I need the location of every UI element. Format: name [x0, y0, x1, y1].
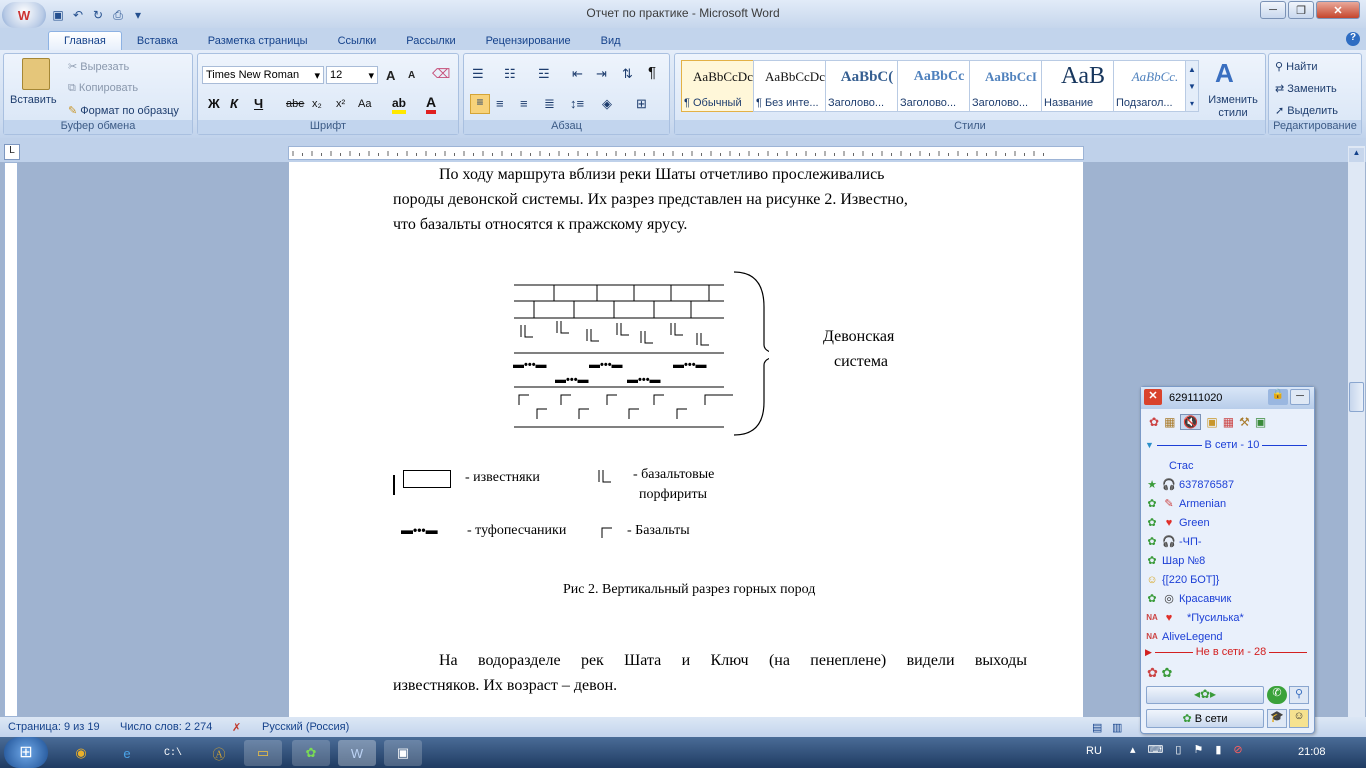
paragraph-group — [463, 53, 670, 135]
clear-format-icon[interactable]: ⌫ — [432, 66, 451, 81]
copy-label: Копировать — [78, 82, 139, 94]
status-label: В сети — [1194, 713, 1228, 725]
style-name: ¶ Без инте... — [756, 97, 819, 109]
align-left-icon[interactable]: ≡ — [470, 94, 490, 114]
strikethrough-button[interactable]: abe — [286, 98, 305, 110]
close-button[interactable]: ✕ — [1316, 1, 1360, 19]
contact-name: 637876587 — [1179, 478, 1235, 491]
horizontal-ruler[interactable] — [288, 146, 1084, 160]
cut-label: Вырезать — [80, 61, 130, 73]
green-flower-icon[interactable]: ✿ — [1161, 665, 1173, 680]
brace-label-line-2: система — [834, 353, 888, 370]
align-center-icon[interactable]: ≡ — [496, 96, 504, 111]
contact-item[interactable] — [1145, 532, 1202, 551]
online-flower-icon: ✿ — [1182, 713, 1195, 725]
copy-button[interactable] — [68, 82, 138, 95]
contact-name: Красавчик — [1179, 592, 1232, 605]
contact-item[interactable] — [1169, 456, 1193, 475]
icq-title-bar — [1141, 387, 1314, 409]
explorer-icon[interactable]: ▭ — [244, 740, 282, 766]
editing-group — [1268, 53, 1362, 135]
style-name: Подзагол... — [1116, 97, 1173, 109]
replace-label: Заменить — [1287, 83, 1337, 95]
legend-basalt: - Базальты — [627, 523, 690, 538]
aimp-icon[interactable]: Ⓐ — [212, 746, 226, 762]
chevron-down-icon: ▾ — [368, 70, 374, 82]
shading-icon[interactable]: ◈ — [602, 96, 612, 111]
search-contacts-icon[interactable]: ⚲ — [1289, 686, 1309, 704]
styles-group — [674, 53, 1266, 135]
bullets-icon[interactable]: ☰ — [472, 66, 484, 81]
highlight-icon[interactable]: ab — [392, 96, 406, 114]
style-sample: AaBbCcI — [984, 69, 1037, 84]
paragraph-group-label: Абзац — [464, 120, 669, 134]
mortarboard-icon[interactable]: 🎓 — [1267, 709, 1287, 728]
command-prompt-icon[interactable]: C:\ — [163, 747, 182, 759]
window-controls — [1260, 1, 1360, 19]
figure-caption: Рис 2. Вертикальный разрез горных пород — [563, 582, 816, 597]
sort-icon[interactable]: ⇅ — [622, 66, 633, 81]
online-flower-icon: ✿ — [1147, 536, 1157, 548]
italic-button[interactable]: К — [230, 96, 238, 111]
history-icon[interactable]: ▣ — [1206, 415, 1218, 429]
headphones-icon: 🎧 — [1162, 479, 1176, 491]
style-name: Заголово... — [972, 97, 1029, 109]
contact-name: Стас — [1169, 459, 1194, 472]
chevron-down-icon: ▾ — [314, 70, 320, 82]
contact-item[interactable] — [1145, 551, 1205, 570]
legend-basalt-porphyrite-2: порфириты — [639, 487, 708, 502]
pencil-icon: ✎ — [1164, 498, 1174, 510]
proofing-icon[interactable]: ✗ — [232, 722, 242, 734]
save-icon[interactable]: ▣ — [52, 8, 64, 22]
grow-font-button[interactable]: A — [386, 68, 396, 83]
style-sample: AaBbCc. — [1131, 69, 1179, 84]
online-flower-icon: ✿ — [1147, 498, 1157, 510]
phone-icon[interactable]: ✆ — [1267, 686, 1287, 704]
online-group-header[interactable] — [1145, 439, 1310, 451]
icq-menu-button[interactable]: ◂✿▸ — [1146, 686, 1264, 704]
font-name-value: Times New Roman — [206, 69, 300, 81]
font-size-value: 12 — [330, 69, 343, 81]
minimize-icon[interactable]: ─ — [1290, 389, 1310, 405]
replace-button[interactable] — [1275, 82, 1337, 95]
contact-item[interactable] — [1145, 589, 1231, 608]
network-icon[interactable]: ▮ — [1215, 744, 1222, 756]
minimize-button[interactable]: ─ — [1260, 1, 1286, 19]
geologic-section-figure — [509, 267, 769, 447]
chevron-right-icon: ▶ — [1145, 646, 1152, 657]
office-button[interactable]: W — [2, 2, 46, 28]
status-select-button[interactable] — [1146, 709, 1264, 728]
tab-home[interactable]: Главная — [48, 31, 122, 50]
icq-toolbar — [1141, 411, 1314, 433]
contact-name: {[220 БОТ]} — [1162, 573, 1220, 586]
basalt-symbol — [599, 524, 615, 540]
brush-icon: ✎ — [68, 105, 81, 117]
format-painter-label: Формат по образцу — [80, 105, 179, 117]
vertical-scrollbar[interactable] — [1348, 146, 1365, 717]
style-name: Заголово... — [900, 97, 957, 109]
paragraph-2-line-2: известняков. Их возраст – девон. — [393, 677, 618, 694]
align-right-icon[interactable]: ≡ — [520, 96, 528, 111]
user-icon[interactable]: ☺ — [1289, 709, 1309, 728]
shrink-font-button[interactable]: A — [408, 70, 416, 81]
vertical-ruler[interactable] — [4, 162, 18, 717]
brace-label-line-1: Девонская — [823, 328, 895, 345]
binoculars-icon: ⚲ — [1275, 61, 1287, 73]
tuff-sandstone-mark: ▬•••▬ — [589, 359, 623, 371]
start-button[interactable]: ⊞ — [4, 737, 48, 768]
heart-icon: ♥ — [1165, 516, 1173, 529]
editing-group-label: Редактирование — [1269, 120, 1361, 134]
tab-insert[interactable]: Вставка — [136, 35, 178, 47]
offline-group-header[interactable] — [1145, 646, 1310, 658]
plugin-icon[interactable]: ▣ — [1254, 415, 1267, 429]
tuff-sandstone-mark: ▬•••▬ — [555, 374, 589, 386]
redo-icon[interactable]: ↻ — [92, 8, 104, 22]
chrome-icon[interactable]: ◉ — [75, 745, 87, 760]
font-group-label: Шрифт — [198, 120, 458, 134]
icq-contact-window — [1140, 386, 1315, 734]
contact-name: Шар №8 — [1162, 554, 1206, 567]
mute-icon[interactable]: 🔇 — [1180, 414, 1201, 430]
style-name: Название — [1044, 97, 1094, 109]
internet-explorer-icon[interactable]: e — [123, 745, 131, 761]
legend-basalt-porphyrite-1: - базальтовые — [633, 467, 715, 482]
window-title: Отчет по практике - Microsoft Word — [586, 6, 780, 20]
contact-item[interactable] — [1145, 608, 1244, 627]
contact-name: *Пусилька* — [1187, 611, 1244, 624]
glasses-icon: ◎ — [1164, 593, 1174, 605]
line-spacing-icon[interactable]: ↕≡ — [570, 96, 585, 111]
select-label: Выделить — [1287, 105, 1339, 117]
contact-item[interactable] — [1145, 513, 1210, 532]
language-indicator[interactable]: Русский (Россия) — [262, 721, 350, 733]
scissors-icon: ✂ — [68, 61, 81, 73]
contact-name: Green — [1179, 516, 1210, 529]
undo-icon[interactable]: ↶ — [72, 8, 84, 22]
scroll-thumb[interactable] — [1349, 382, 1364, 412]
tuff-sandstone-symbol: ▬•••▬ — [401, 523, 438, 537]
contact-name: -ЧП- — [1179, 535, 1202, 548]
paste-button[interactable]: Вставить — [10, 94, 57, 106]
paste-icon[interactable] — [22, 58, 50, 90]
bold-button[interactable]: Ж — [208, 96, 220, 111]
underline-button[interactable]: Ч — [254, 96, 264, 111]
legend-limestone: - известняки — [465, 470, 540, 485]
change-styles-button[interactable]: Изменить стили — [1208, 94, 1258, 119]
chevron-down-icon: ▼ — [1145, 440, 1154, 450]
contact-name: AliveLegend — [1162, 630, 1223, 643]
font-name-select[interactable] — [202, 66, 324, 84]
ruler-row — [0, 138, 1366, 162]
full-screen-reading-icon[interactable]: ▥ — [1112, 722, 1123, 734]
basalt-porphyrite-symbol — [595, 468, 615, 484]
increase-indent-icon[interactable]: ⇥ — [596, 66, 607, 81]
close-icon[interactable]: ✕ — [1144, 389, 1162, 405]
language-indicator[interactable]: RU — [1086, 745, 1102, 757]
cursor-icon: ➚ — [1275, 105, 1288, 117]
word-count[interactable]: Число слов: 2 274 — [120, 721, 213, 733]
heart-icon: ♥ — [1165, 611, 1173, 624]
online-flower-icon: ✿ — [1147, 517, 1157, 529]
cut-button[interactable] — [68, 60, 129, 73]
print-layout-icon[interactable]: ▤ — [1092, 722, 1103, 734]
online-flower-icon: ✿ — [1147, 593, 1157, 605]
style-name: ¶ Обычный — [684, 97, 742, 109]
na-status-icon: NA — [1146, 632, 1158, 641]
headphones-icon: 🎧 — [1162, 536, 1176, 548]
style-sample: AaBbCcDc — [693, 69, 753, 84]
offline-count: Не в сети - 28 — [1195, 646, 1267, 658]
online-count: В сети - 10 — [1204, 439, 1260, 451]
copy-icon: ⧉ — [68, 82, 79, 94]
icq-status-icons — [1147, 665, 1172, 681]
decrease-indent-icon[interactable]: ⇤ — [572, 66, 583, 81]
tuff-sandstone-mark: ▬•••▬ — [513, 359, 547, 371]
numbering-icon[interactable]: ☷ — [504, 66, 516, 81]
flag-icon[interactable]: ⚑ — [1193, 744, 1204, 756]
tab-references[interactable]: Ссылки — [337, 35, 377, 47]
clipboard-group — [3, 53, 193, 135]
lock-icon[interactable]: 🔒 — [1268, 389, 1288, 405]
find-label: Найти — [1286, 61, 1318, 73]
style-sample: AaBbCcDc — [765, 69, 825, 84]
change-case-button[interactable]: Aa — [358, 98, 372, 110]
limestone-symbol — [403, 470, 451, 488]
replace-icon: ⇄ — [1275, 83, 1288, 95]
help-icon[interactable]: ? — [1346, 32, 1360, 46]
window-taskbar-icon[interactable]: ▣ — [384, 740, 422, 766]
contact-item[interactable] — [1145, 570, 1219, 589]
superscript-button[interactable]: x² — [336, 98, 346, 110]
document-page[interactable] — [289, 162, 1083, 718]
volume-muted-icon[interactable]: ⊘ — [1233, 744, 1243, 756]
page-count[interactable]: Страница: 9 из 19 — [8, 721, 100, 733]
style-sample: AaB — [1061, 63, 1105, 89]
multilevel-list-icon[interactable]: ☲ — [538, 66, 550, 81]
subscript-button[interactable]: x₂ — [312, 98, 322, 110]
tuff-sandstone-mark: ▬•••▬ — [627, 374, 661, 386]
customize-qat-icon[interactable]: ▾ — [134, 8, 142, 22]
contacts-icon[interactable]: ✿ — [1149, 415, 1160, 429]
print-preview-icon[interactable]: ⎙ — [113, 7, 123, 22]
font-size-select[interactable] — [326, 66, 378, 84]
taskbar — [0, 737, 1366, 768]
tools-icon[interactable]: ⚒ — [1239, 415, 1250, 429]
paragraph-2-line-1: На водоразделе рек Шата и Ключ (на пенеплене) видели выходы — [439, 652, 1027, 669]
change-styles-icon[interactable]: A — [1215, 58, 1234, 88]
contact-item[interactable] — [1145, 627, 1223, 646]
online-flower-icon: ✿ — [1147, 555, 1157, 567]
na-status-icon: NA — [1146, 613, 1158, 622]
clock[interactable]: 21:08 — [1298, 746, 1326, 758]
smile-icon: ☺ — [1146, 573, 1158, 586]
styles-scroll[interactable]: ▲ ▼ ▾ — [1185, 60, 1199, 112]
ribbon-tabs — [0, 28, 1366, 50]
calendar-icon[interactable]: ▦ — [1222, 415, 1235, 429]
title-bar — [0, 0, 1366, 28]
device-icon[interactable]: ▯ — [1175, 744, 1182, 756]
style-name: Заголово... — [828, 97, 885, 109]
word-taskbar-icon[interactable]: W — [338, 740, 376, 766]
tuff-sandstone-mark: ▬•••▬ — [673, 359, 707, 371]
clipboard-group-label: Буфер обмена — [4, 120, 192, 134]
clipboard-icon[interactable]: ▦ — [1164, 415, 1176, 429]
legend-tuff-sandstone: - туфопесчаники — [467, 523, 567, 538]
red-flower-icon[interactable]: ✿ — [1147, 665, 1158, 680]
ruler-ticks — [289, 147, 1085, 161]
styles-group-label: Стили — [675, 120, 1265, 134]
tab-view[interactable]: Вид — [600, 35, 621, 47]
maximize-button[interactable]: ❐ — [1288, 1, 1314, 19]
cursor-bar — [393, 475, 395, 495]
paragraph-1-line-2: породы девонской системы. Их разрез представлен на рисунке 2. Известно, — [393, 191, 908, 208]
contact-item[interactable] — [1145, 494, 1226, 513]
contact-name: Armenian — [1179, 497, 1227, 510]
style-sample: AaBbCc — [913, 69, 965, 84]
ribbon — [0, 50, 1366, 138]
system-tray — [1130, 743, 1243, 756]
tab-page-layout[interactable]: Разметка страницы — [207, 35, 308, 47]
tab-selector[interactable]: L — [4, 144, 20, 160]
select-button[interactable] — [1275, 104, 1338, 117]
borders-icon[interactable]: ⊞ — [636, 96, 647, 111]
style-sample: AaBbC( — [840, 69, 894, 85]
find-button[interactable] — [1275, 60, 1318, 73]
scroll-up-icon[interactable]: ▲ — [1349, 148, 1364, 162]
icq-uin: 629111020 — [1169, 392, 1223, 404]
tab-mailings[interactable]: Рассылки — [406, 35, 456, 47]
star-icon: ★ — [1147, 479, 1157, 491]
tab-review[interactable]: Рецензирование — [485, 35, 571, 47]
format-painter-button[interactable] — [68, 104, 179, 117]
justify-icon[interactable]: ≣ — [544, 96, 555, 111]
contact-item[interactable] — [1145, 475, 1234, 494]
expand-tray-icon[interactable]: ▴ — [1130, 744, 1136, 756]
icq-taskbar-icon[interactable]: ✿ — [292, 740, 330, 766]
keyboard-icon[interactable]: ⌨ — [1147, 744, 1164, 756]
paragraph-1-line-1: По ходу маршрута вблизи реки Шаты отчетливо прослеживались — [439, 166, 885, 183]
paragraph-1-line-3: что базальты относятся к пражскому ярусу. — [393, 216, 688, 233]
show-formatting-button[interactable]: ¶ — [648, 64, 657, 81]
font-group — [197, 53, 459, 135]
font-color-icon[interactable]: A — [426, 94, 436, 114]
